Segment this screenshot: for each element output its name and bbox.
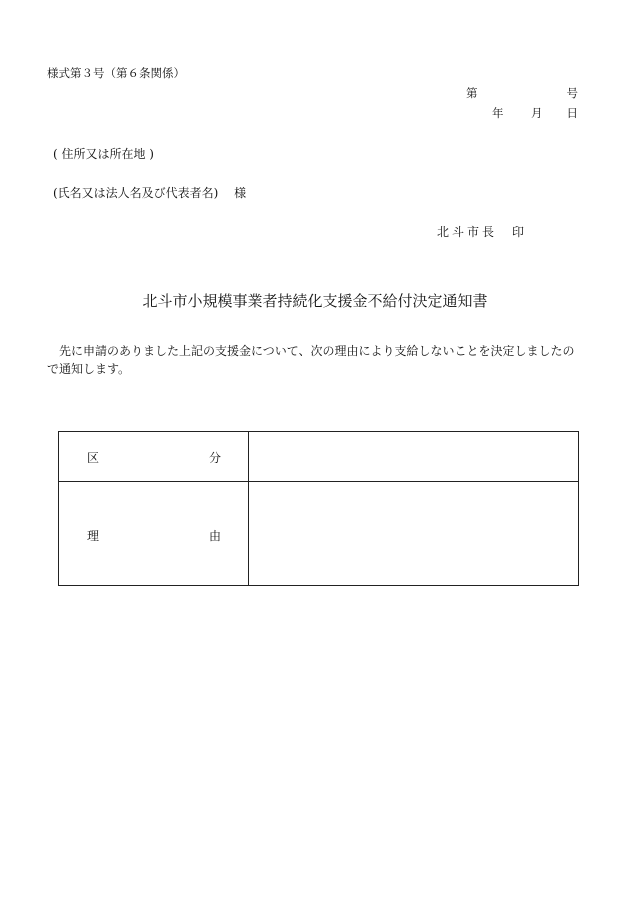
category-value [249, 432, 578, 481]
number-prefix: 第 [466, 86, 478, 100]
body-paragraph: 先に申請のありました上記の支援金について、次の理由により支給しないことを決定しましたので通知します。 [47, 344, 575, 376]
date-month: 月 [531, 106, 543, 120]
table-row-reason [59, 482, 578, 586]
recipient-name: (氏名又は法人名及び代表者名) 様 [53, 186, 247, 200]
date-year: 年 [492, 106, 504, 120]
category-label-left: 区 [87, 451, 100, 465]
document-title: 北斗市小規模事業者持続化支援金不給付決定通知書 [142, 292, 488, 310]
reason-label-left: 理 [87, 529, 100, 543]
recipient-address: ( 住所又は所在地 ) [53, 147, 154, 161]
decision-table [58, 431, 579, 586]
number-suffix: 号 [566, 86, 578, 100]
mayor-seal-line: 北斗市長 印 [437, 225, 528, 239]
category-label-right: 分 [208, 451, 221, 465]
form-number: 様式第３号（第６条関係） [47, 66, 185, 80]
date-day: 日 [566, 106, 578, 120]
reason-label-right: 由 [208, 529, 221, 543]
reason-value [249, 482, 578, 586]
table-row-category [59, 432, 578, 482]
